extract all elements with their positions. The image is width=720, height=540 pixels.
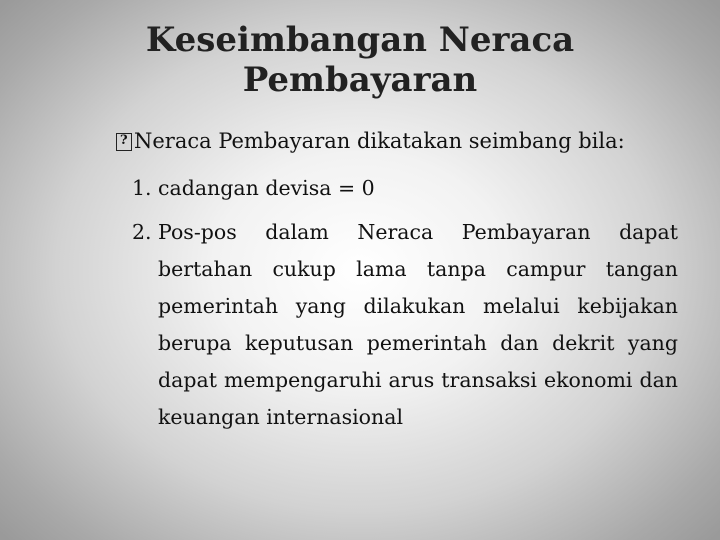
checkbox-bullet-icon: [116, 133, 132, 151]
intro-paragraph: [116, 126, 696, 156]
intro-text: dikatakan seimbang bila:: [350, 129, 625, 153]
list-item-text-start: Pos-pos dalam: [158, 220, 358, 244]
condition-list: [132, 170, 678, 436]
list-item-text-end: dapat bertahan cukup lama tanpa campur tangan pemerintah yang dilakukan melalui kebijakan berupa keputusan pemerintah dan dekrit yang dapat mempengaruhi arus transaksi ekonomi dan keuangan internasional: [158, 220, 678, 429]
list-item-term: Neraca Pembayaran: [357, 220, 591, 244]
list-item-2: [132, 214, 678, 436]
slide-title: [110, 20, 610, 100]
intro-term: Neraca Pembayaran: [134, 129, 351, 153]
list-item-number: 1.: [132, 176, 152, 200]
list-item-number: 2.: [132, 220, 152, 244]
slide-title-line-2: Pembayaran: [242, 60, 478, 100]
list-item-1: [132, 170, 678, 207]
slide-title-line-1: Keseimbangan Neraca: [145, 20, 575, 60]
list-item-text: cadangan devisa = 0: [158, 176, 375, 200]
list-item-text: [158, 214, 678, 436]
